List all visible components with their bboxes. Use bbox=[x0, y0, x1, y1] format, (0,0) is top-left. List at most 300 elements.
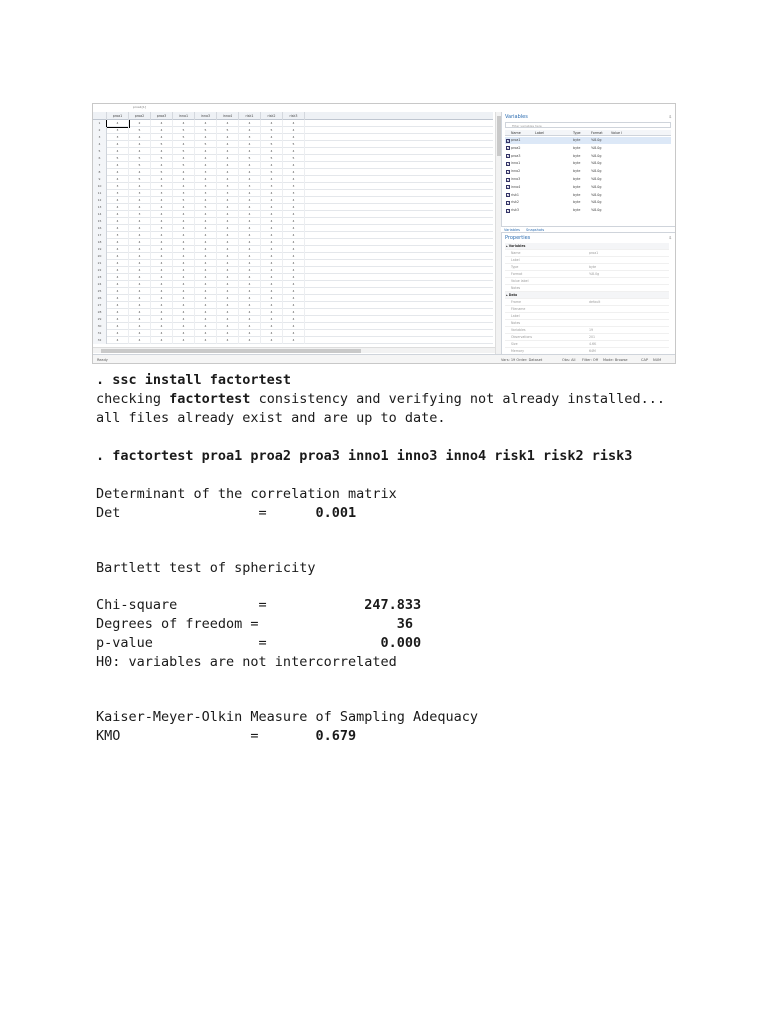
grid-cell[interactable]: 4 bbox=[151, 127, 173, 134]
grid-cell[interactable]: 4 bbox=[239, 288, 261, 295]
grid-cell[interactable]: 4 bbox=[129, 232, 151, 239]
grid-cell[interactable]: 5 bbox=[217, 127, 239, 134]
grid-cell[interactable]: 4 bbox=[217, 274, 239, 281]
grid-cell[interactable]: 5 bbox=[151, 155, 173, 162]
grid-cell[interactable]: 4 bbox=[129, 204, 151, 211]
grid-cell[interactable]: 4 bbox=[107, 204, 129, 211]
grid-cell[interactable]: 4 bbox=[195, 232, 217, 239]
grid-cell[interactable]: 3 bbox=[195, 190, 217, 197]
grid-cell[interactable]: 3 bbox=[283, 190, 305, 197]
grid-cell[interactable]: 3 bbox=[107, 134, 129, 141]
grid-cell[interactable]: 4 bbox=[129, 295, 151, 302]
grid-cell[interactable]: 4 bbox=[151, 281, 173, 288]
grid-cell[interactable]: 4 bbox=[261, 162, 283, 169]
variable-row-proa3[interactable] bbox=[505, 153, 671, 160]
grid-cell[interactable]: 4 bbox=[261, 218, 283, 225]
grid-cell[interactable]: 4 bbox=[261, 190, 283, 197]
grid-cell[interactable]: 4 bbox=[151, 267, 173, 274]
grid-cell[interactable]: 4 bbox=[239, 127, 261, 134]
variable-row-inno3[interactable] bbox=[505, 176, 671, 183]
grid-cell[interactable]: 4 bbox=[261, 225, 283, 232]
variables-column-value-l[interactable]: Value l bbox=[611, 131, 623, 135]
checkbox[interactable]: ✓ bbox=[507, 177, 510, 182]
grid-cell[interactable]: 4 bbox=[217, 176, 239, 183]
grid-cell[interactable]: 4 bbox=[283, 316, 305, 323]
checkbox[interactable]: ✓ bbox=[507, 200, 510, 205]
grid-cell[interactable]: 4 bbox=[261, 239, 283, 246]
scroll-thumb[interactable] bbox=[101, 349, 361, 353]
grid-cell[interactable]: 4 bbox=[261, 323, 283, 330]
variable-row-risk1[interactable] bbox=[505, 192, 671, 199]
grid-cell[interactable]: 4 bbox=[217, 204, 239, 211]
grid-cell[interactable]: 4 bbox=[173, 330, 195, 337]
grid-cell[interactable]: 4 bbox=[107, 337, 129, 344]
grid-cell[interactable]: 4 bbox=[217, 260, 239, 267]
grid-cell[interactable]: 4 bbox=[173, 274, 195, 281]
grid-cell[interactable]: 4 bbox=[239, 337, 261, 344]
grid-cell[interactable]: 4 bbox=[151, 302, 173, 309]
grid-cell[interactable]: 5 bbox=[129, 127, 151, 134]
grid-cell[interactable]: 4 bbox=[173, 239, 195, 246]
grid-cell[interactable]: 4 bbox=[261, 211, 283, 218]
column-header-inno4[interactable]: inno4 bbox=[217, 112, 239, 120]
grid-cell[interactable]: 4 bbox=[283, 253, 305, 260]
grid-cell[interactable]: 4 bbox=[283, 197, 305, 204]
row-number[interactable]: 25 bbox=[93, 288, 107, 295]
grid-cell[interactable]: 4 bbox=[195, 267, 217, 274]
grid-cell[interactable]: 4 bbox=[217, 169, 239, 176]
grid-cell[interactable]: 4 bbox=[173, 253, 195, 260]
grid-cell[interactable]: 4 bbox=[151, 309, 173, 316]
grid-cell[interactable]: 5 bbox=[239, 155, 261, 162]
variable-row-inno1[interactable] bbox=[505, 160, 671, 167]
checkbox[interactable]: ✓ bbox=[507, 154, 510, 159]
column-header-proa3[interactable]: proa3 bbox=[151, 112, 173, 120]
grid-cell[interactable]: 4 bbox=[195, 120, 217, 127]
grid-cell[interactable]: 4 bbox=[283, 162, 305, 169]
grid-cell[interactable]: 4 bbox=[195, 330, 217, 337]
grid-cell[interactable]: 4 bbox=[107, 309, 129, 316]
grid-cell[interactable]: 4 bbox=[107, 120, 129, 127]
grid-cell[interactable]: 4 bbox=[129, 246, 151, 253]
grid-cell[interactable]: 3 bbox=[217, 190, 239, 197]
grid-cell[interactable]: 4 bbox=[151, 148, 173, 155]
grid-cell[interactable]: 4 bbox=[217, 120, 239, 127]
grid-cell[interactable]: 5 bbox=[261, 127, 283, 134]
grid-cell[interactable]: 4 bbox=[217, 197, 239, 204]
row-number[interactable]: 28 bbox=[93, 309, 107, 316]
grid-cell[interactable]: 4 bbox=[261, 288, 283, 295]
grid-cell[interactable]: 4 bbox=[261, 176, 283, 183]
grid-cell[interactable]: 4 bbox=[239, 274, 261, 281]
grid-cell[interactable]: 4 bbox=[261, 253, 283, 260]
grid-cell[interactable]: 5 bbox=[261, 169, 283, 176]
grid-cell[interactable]: 4 bbox=[151, 288, 173, 295]
variables-column-label[interactable]: Label bbox=[535, 131, 544, 135]
grid-cell[interactable]: 4 bbox=[151, 337, 173, 344]
grid-cell[interactable]: 4 bbox=[283, 204, 305, 211]
grid-cell[interactable]: 4 bbox=[195, 218, 217, 225]
grid-cell[interactable]: 4 bbox=[195, 309, 217, 316]
grid-cell[interactable]: 5 bbox=[283, 141, 305, 148]
grid-cell[interactable]: 4 bbox=[195, 281, 217, 288]
grid-cell[interactable]: 4 bbox=[283, 267, 305, 274]
column-header-inno1[interactable]: inno1 bbox=[173, 112, 195, 120]
grid-cell[interactable]: 5 bbox=[195, 204, 217, 211]
grid-cell[interactable]: 4 bbox=[173, 232, 195, 239]
grid-cell[interactable]: 4 bbox=[107, 197, 129, 204]
grid-cell[interactable]: 4 bbox=[217, 148, 239, 155]
grid-cell[interactable]: 4 bbox=[239, 246, 261, 253]
variable-row-proa2[interactable] bbox=[505, 145, 671, 152]
grid-cell[interactable]: 4 bbox=[173, 309, 195, 316]
grid-cell[interactable]: 3 bbox=[195, 169, 217, 176]
grid-cell[interactable]: 4 bbox=[283, 148, 305, 155]
grid-cell[interactable]: 4 bbox=[283, 323, 305, 330]
grid-cell[interactable]: 4 bbox=[283, 302, 305, 309]
row-number[interactable]: 22 bbox=[93, 267, 107, 274]
grid-cell[interactable]: 4 bbox=[283, 218, 305, 225]
grid-cell[interactable]: 5 bbox=[151, 141, 173, 148]
grid-cell[interactable]: 4 bbox=[195, 288, 217, 295]
grid-cell[interactable]: 4 bbox=[107, 211, 129, 218]
grid-cell[interactable]: 4 bbox=[195, 148, 217, 155]
grid-cell[interactable]: 3 bbox=[129, 211, 151, 218]
grid-cell[interactable]: 4 bbox=[173, 288, 195, 295]
grid-cell[interactable]: 5 bbox=[173, 148, 195, 155]
grid-cell[interactable]: 4 bbox=[129, 281, 151, 288]
grid-cell[interactable]: 4 bbox=[151, 197, 173, 204]
grid-cell[interactable]: 3 bbox=[107, 232, 129, 239]
row-number[interactable]: 5 bbox=[93, 148, 107, 155]
grid-cell[interactable]: 4 bbox=[195, 295, 217, 302]
grid-cell[interactable]: 4 bbox=[173, 211, 195, 218]
grid-cell[interactable]: 4 bbox=[283, 330, 305, 337]
grid-cell[interactable]: 5 bbox=[173, 127, 195, 134]
grid-cell[interactable]: 4 bbox=[239, 120, 261, 127]
grid-cell[interactable]: 4 bbox=[239, 141, 261, 148]
grid-cell[interactable]: 4 bbox=[261, 148, 283, 155]
filter-variables-input[interactable] bbox=[505, 122, 671, 128]
grid-cell[interactable]: 4 bbox=[239, 190, 261, 197]
grid-cell[interactable]: 4 bbox=[239, 225, 261, 232]
grid-cell[interactable]: 4 bbox=[195, 162, 217, 169]
grid-cell[interactable]: 4 bbox=[173, 155, 195, 162]
grid-cell[interactable]: 4 bbox=[107, 267, 129, 274]
grid-cell[interactable]: 4 bbox=[151, 295, 173, 302]
row-number[interactable]: 13 bbox=[93, 204, 107, 211]
grid-cell[interactable]: 4 bbox=[239, 323, 261, 330]
row-number[interactable]: 16 bbox=[93, 225, 107, 232]
grid-cell[interactable]: 4 bbox=[261, 316, 283, 323]
grid-cell[interactable]: 4 bbox=[151, 330, 173, 337]
grid-cell[interactable]: 4 bbox=[283, 211, 305, 218]
grid-cell[interactable]: 3 bbox=[261, 183, 283, 190]
grid-cell[interactable]: 4 bbox=[217, 239, 239, 246]
row-number[interactable]: 18 bbox=[93, 239, 107, 246]
grid-cell[interactable]: 4 bbox=[261, 330, 283, 337]
grid-cell[interactable]: 4 bbox=[217, 253, 239, 260]
row-number[interactable]: 8 bbox=[93, 169, 107, 176]
grid-cell[interactable]: 4 bbox=[261, 309, 283, 316]
row-number[interactable]: 10 bbox=[93, 183, 107, 190]
grid-cell[interactable]: 4 bbox=[239, 162, 261, 169]
grid-cell[interactable]: 4 bbox=[129, 316, 151, 323]
grid-cell[interactable]: 4 bbox=[173, 120, 195, 127]
grid-cell[interactable]: 4 bbox=[283, 309, 305, 316]
horizontal-scrollbar[interactable] bbox=[93, 347, 495, 353]
variables-column-type[interactable]: Type bbox=[573, 131, 581, 135]
row-number[interactable]: 20 bbox=[93, 253, 107, 260]
grid-cell[interactable]: 5 bbox=[261, 155, 283, 162]
tab-snapshots[interactable]: Snapshots bbox=[526, 228, 545, 232]
grid-cell[interactable]: 3 bbox=[151, 190, 173, 197]
column-header-proa2[interactable]: proa2 bbox=[129, 112, 151, 120]
grid-cell[interactable]: 4 bbox=[217, 155, 239, 162]
grid-cell[interactable]: 4 bbox=[129, 267, 151, 274]
grid-cell[interactable]: 4 bbox=[239, 218, 261, 225]
grid-cell[interactable]: 4 bbox=[173, 316, 195, 323]
grid-cell[interactable]: 4 bbox=[217, 330, 239, 337]
grid-cell[interactable]: 4 bbox=[217, 141, 239, 148]
grid-cell[interactable]: 4 bbox=[129, 309, 151, 316]
grid-cell[interactable]: 4 bbox=[107, 302, 129, 309]
variable-row-risk3[interactable] bbox=[505, 207, 671, 214]
grid-cell[interactable]: 4 bbox=[283, 337, 305, 344]
grid-cell[interactable]: 4 bbox=[173, 302, 195, 309]
variable-row-inno2[interactable] bbox=[505, 168, 671, 175]
grid-cell[interactable]: 4 bbox=[107, 316, 129, 323]
data-grid[interactable] bbox=[93, 112, 495, 354]
row-number[interactable]: 31 bbox=[93, 330, 107, 337]
row-number[interactable]: 6 bbox=[93, 155, 107, 162]
column-header-proa1[interactable]: proa1 bbox=[107, 112, 129, 120]
grid-cell[interactable]: 4 bbox=[239, 204, 261, 211]
row-number[interactable]: 14 bbox=[93, 211, 107, 218]
grid-cell[interactable]: 4 bbox=[239, 267, 261, 274]
grid-cell[interactable]: 3 bbox=[151, 183, 173, 190]
grid-cell[interactable]: 4 bbox=[151, 246, 173, 253]
variables-column-name[interactable]: Name bbox=[511, 131, 521, 135]
grid-cell[interactable]: 4 bbox=[195, 197, 217, 204]
grid-cell[interactable]: 4 bbox=[239, 148, 261, 155]
grid-cell[interactable]: 4 bbox=[107, 253, 129, 260]
grid-cell[interactable]: 4 bbox=[261, 295, 283, 302]
grid-cell[interactable]: 4 bbox=[173, 141, 195, 148]
grid-cell[interactable]: 4 bbox=[195, 323, 217, 330]
grid-cell[interactable]: 4 bbox=[107, 330, 129, 337]
grid-cell[interactable]: 4 bbox=[217, 295, 239, 302]
grid-cell[interactable]: 4 bbox=[195, 337, 217, 344]
grid-cell[interactable]: 4 bbox=[107, 176, 129, 183]
grid-cell[interactable]: 4 bbox=[239, 232, 261, 239]
grid-cell[interactable]: 4 bbox=[239, 253, 261, 260]
grid-cell[interactable]: 4 bbox=[239, 316, 261, 323]
grid-cell[interactable]: 4 bbox=[217, 225, 239, 232]
grid-cell[interactable]: 5 bbox=[129, 155, 151, 162]
grid-cell[interactable]: 4 bbox=[129, 323, 151, 330]
grid-cell[interactable]: 4 bbox=[261, 134, 283, 141]
grid-cell[interactable]: 4 bbox=[151, 253, 173, 260]
grid-cell[interactable]: 4 bbox=[195, 211, 217, 218]
grid-cell[interactable]: 4 bbox=[217, 337, 239, 344]
grid-cell[interactable]: 4 bbox=[217, 211, 239, 218]
row-number[interactable]: 9 bbox=[93, 176, 107, 183]
column-header-inno3[interactable]: inno3 bbox=[195, 112, 217, 120]
column-header-risk3[interactable]: risk3 bbox=[283, 112, 305, 120]
grid-cell[interactable]: 4 bbox=[129, 225, 151, 232]
grid-cell[interactable]: 4 bbox=[195, 274, 217, 281]
grid-cell[interactable]: 4 bbox=[151, 316, 173, 323]
row-number[interactable]: 11 bbox=[93, 190, 107, 197]
grid-cell[interactable]: 5 bbox=[173, 162, 195, 169]
grid-cell[interactable]: 4 bbox=[129, 197, 151, 204]
grid-cell[interactable]: 4 bbox=[195, 253, 217, 260]
grid-cell[interactable]: 4 bbox=[283, 169, 305, 176]
grid-cell[interactable]: 4 bbox=[173, 176, 195, 183]
grid-cell[interactable]: 4 bbox=[261, 302, 283, 309]
grid-cell[interactable]: 4 bbox=[129, 260, 151, 267]
grid-cell[interactable]: 4 bbox=[107, 260, 129, 267]
grid-cell[interactable]: 4 bbox=[195, 239, 217, 246]
grid-cell[interactable]: 4 bbox=[129, 274, 151, 281]
grid-cell[interactable]: 4 bbox=[151, 134, 173, 141]
grid-cell[interactable]: 3 bbox=[107, 127, 129, 134]
grid-cell[interactable]: 3 bbox=[173, 246, 195, 253]
grid-cell[interactable]: 5 bbox=[283, 155, 305, 162]
row-number[interactable]: 29 bbox=[93, 316, 107, 323]
grid-cell[interactable]: 4 bbox=[129, 302, 151, 309]
grid-cell[interactable]: 4 bbox=[195, 134, 217, 141]
row-number[interactable]: 21 bbox=[93, 260, 107, 267]
pin-icon[interactable]: ⇩ bbox=[668, 235, 672, 240]
grid-cell[interactable]: 4 bbox=[239, 295, 261, 302]
grid-cell[interactable]: 4 bbox=[173, 225, 195, 232]
column-header-risk2[interactable]: risk2 bbox=[261, 112, 283, 120]
grid-cell[interactable]: 4 bbox=[129, 218, 151, 225]
grid-cell[interactable]: 3 bbox=[173, 190, 195, 197]
grid-cell[interactable]: 4 bbox=[261, 267, 283, 274]
grid-cell[interactable]: 4 bbox=[129, 253, 151, 260]
grid-cell[interactable]: 4 bbox=[283, 288, 305, 295]
grid-cell[interactable]: 4 bbox=[151, 162, 173, 169]
grid-cell[interactable]: 2 bbox=[129, 120, 151, 127]
grid-cell[interactable]: 4 bbox=[195, 246, 217, 253]
grid-cell[interactable]: 5 bbox=[261, 141, 283, 148]
grid-cell[interactable]: 4 bbox=[195, 302, 217, 309]
grid-cell[interactable]: 3 bbox=[217, 183, 239, 190]
grid-cell[interactable]: 4 bbox=[239, 197, 261, 204]
grid-cell[interactable]: 4 bbox=[173, 323, 195, 330]
grid-cell[interactable]: 4 bbox=[129, 141, 151, 148]
grid-cell[interactable]: 4 bbox=[283, 176, 305, 183]
grid-cell[interactable]: 4 bbox=[239, 176, 261, 183]
grid-cell[interactable]: 4 bbox=[107, 169, 129, 176]
row-number[interactable]: 19 bbox=[93, 246, 107, 253]
row-number[interactable]: 2 bbox=[93, 127, 107, 134]
grid-cell[interactable]: 4 bbox=[129, 239, 151, 246]
grid-cell[interactable]: 4 bbox=[151, 274, 173, 281]
variable-row-inno4[interactable] bbox=[505, 184, 671, 191]
grid-cell[interactable]: 4 bbox=[151, 323, 173, 330]
grid-cell[interactable]: 4 bbox=[217, 218, 239, 225]
grid-cell[interactable]: 4 bbox=[107, 274, 129, 281]
grid-cell[interactable]: 4 bbox=[261, 260, 283, 267]
variable-row-risk2[interactable] bbox=[505, 199, 671, 206]
checkbox[interactable]: ✓ bbox=[507, 185, 510, 190]
grid-cell[interactable]: 4 bbox=[107, 295, 129, 302]
grid-cell[interactable]: 5 bbox=[151, 169, 173, 176]
row-number[interactable]: 15 bbox=[93, 218, 107, 225]
row-number[interactable]: 32 bbox=[93, 337, 107, 344]
grid-cell[interactable]: 4 bbox=[107, 148, 129, 155]
grid-cell[interactable]: 4 bbox=[107, 218, 129, 225]
variable-row-proa1[interactable] bbox=[505, 137, 671, 144]
grid-cell[interactable]: 3 bbox=[239, 183, 261, 190]
grid-cell[interactable]: 4 bbox=[261, 274, 283, 281]
grid-cell[interactable]: 4 bbox=[283, 232, 305, 239]
grid-cell[interactable]: 4 bbox=[173, 183, 195, 190]
grid-cell[interactable]: 5 bbox=[129, 162, 151, 169]
grid-cell[interactable]: 4 bbox=[239, 169, 261, 176]
grid-cell[interactable]: 4 bbox=[239, 302, 261, 309]
grid-cell[interactable]: 4 bbox=[107, 162, 129, 169]
variables-column-format[interactable]: Format bbox=[591, 131, 603, 135]
grid-cell[interactable]: 4 bbox=[217, 288, 239, 295]
row-number[interactable]: 1 bbox=[93, 120, 107, 127]
grid-cell[interactable]: 4 bbox=[217, 302, 239, 309]
grid-cell[interactable]: 5 bbox=[173, 134, 195, 141]
row-number[interactable]: 30 bbox=[93, 323, 107, 330]
grid-cell[interactable]: 4 bbox=[151, 239, 173, 246]
grid-cell[interactable]: 4 bbox=[173, 337, 195, 344]
grid-cell[interactable]: 4 bbox=[283, 120, 305, 127]
grid-cell[interactable]: 4 bbox=[151, 176, 173, 183]
grid-cell[interactable]: 4 bbox=[129, 169, 151, 176]
grid-cell[interactable]: 4 bbox=[283, 274, 305, 281]
row-number[interactable]: 17 bbox=[93, 232, 107, 239]
grid-cell[interactable]: 4 bbox=[151, 211, 173, 218]
grid-cell[interactable]: 4 bbox=[217, 281, 239, 288]
grid-cell[interactable]: 4 bbox=[261, 246, 283, 253]
grid-cell[interactable]: 4 bbox=[239, 239, 261, 246]
grid-cell[interactable]: 3 bbox=[107, 183, 129, 190]
checkbox[interactable]: ✓ bbox=[507, 138, 510, 143]
grid-cell[interactable]: 4 bbox=[239, 281, 261, 288]
grid-cell[interactable]: 4 bbox=[129, 183, 151, 190]
grid-cell[interactable]: 5 bbox=[129, 176, 151, 183]
grid-cell[interactable]: 4 bbox=[217, 267, 239, 274]
grid-cell[interactable]: 4 bbox=[129, 288, 151, 295]
checkbox[interactable]: ✓ bbox=[507, 161, 510, 166]
row-number[interactable]: 4 bbox=[93, 141, 107, 148]
column-header-risk1[interactable]: risk1 bbox=[239, 112, 261, 120]
grid-cell[interactable]: 4 bbox=[217, 323, 239, 330]
grid-cell[interactable]: 4 bbox=[107, 225, 129, 232]
grid-cell[interactable]: 5 bbox=[195, 127, 217, 134]
checkbox[interactable]: ✓ bbox=[507, 208, 510, 213]
grid-cell[interactable]: 4 bbox=[239, 309, 261, 316]
row-number[interactable]: 12 bbox=[93, 197, 107, 204]
grid-cell[interactable]: 4 bbox=[283, 260, 305, 267]
grid-cell[interactable]: 4 bbox=[129, 148, 151, 155]
grid-cell[interactable]: 5 bbox=[195, 141, 217, 148]
grid-cell[interactable]: 4 bbox=[107, 246, 129, 253]
grid-cell[interactable]: 4 bbox=[195, 260, 217, 267]
grid-cell[interactable]: 4 bbox=[283, 281, 305, 288]
grid-cell[interactable]: 4 bbox=[239, 211, 261, 218]
grid-cell[interactable]: 4 bbox=[283, 134, 305, 141]
